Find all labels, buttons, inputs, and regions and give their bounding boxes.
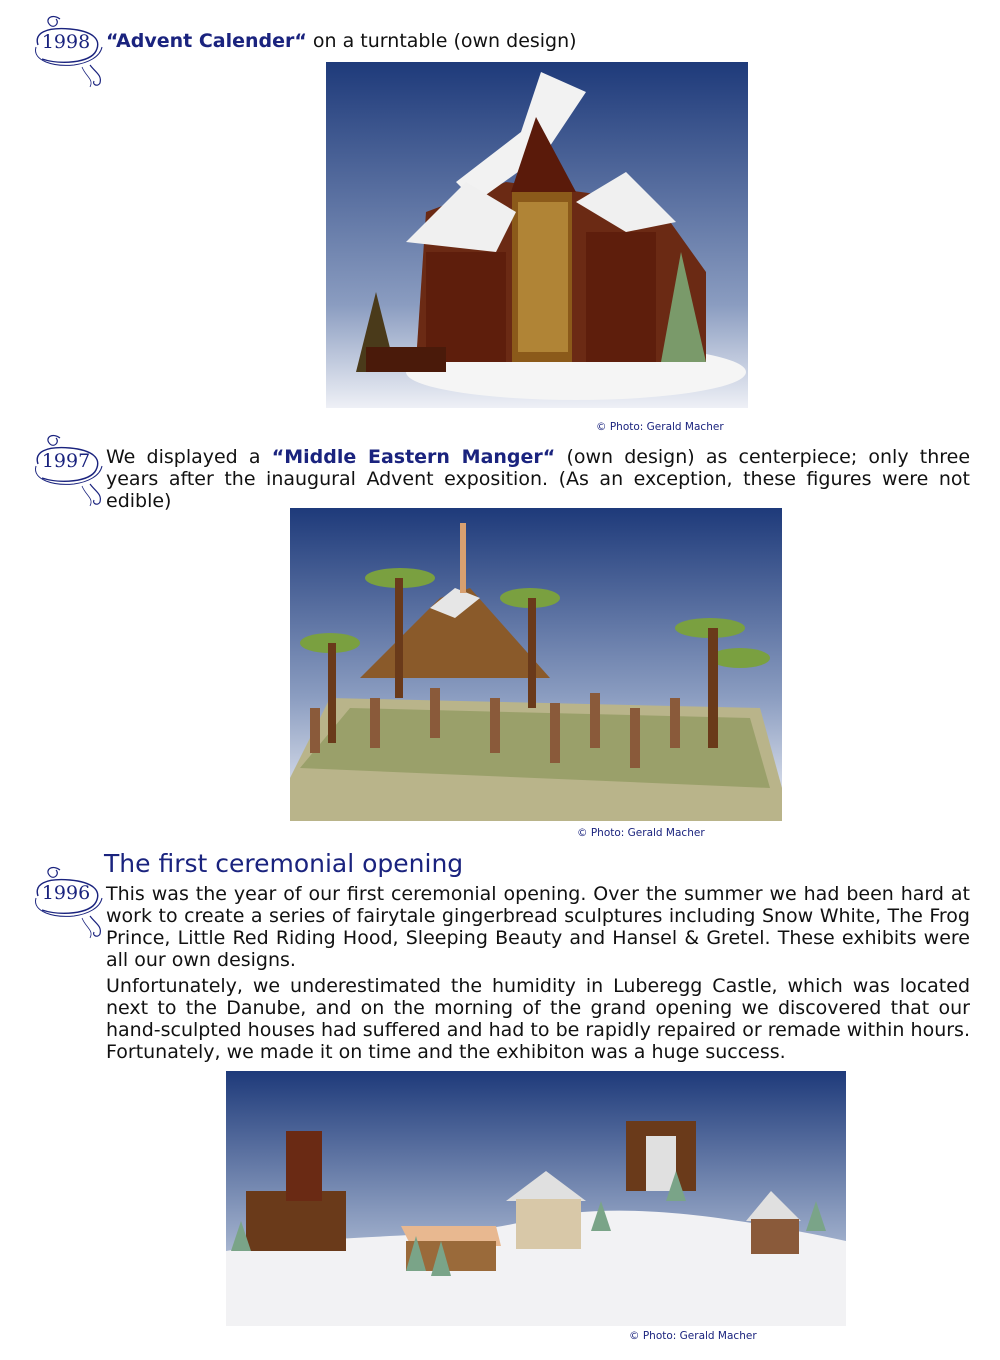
section-heading: The first ceremonial opening	[104, 849, 464, 878]
year-label: 1997	[41, 450, 91, 472]
middle-eastern-manger-photo	[290, 508, 782, 821]
entry-1996-paragraph-1: This was the year of our first ceremonial opening. Over the summer we had been hard at work to create a series of fairytale gingerbread sculptures including Snow White, The Frog Prince, Little Red Riding Hood, Sleeping Beauty and Hansel & Gretel. These exhibits were all our own designs.	[106, 883, 970, 971]
year-badge-1997	[30, 424, 104, 508]
entry-1997-text	[106, 446, 970, 512]
year-badge-1998	[30, 5, 104, 89]
entry-1998-description: on a turntable (own design)	[306, 30, 577, 52]
photo-credit-1997: © Photo: Gerald Macher	[577, 827, 705, 839]
year-label: 1998	[41, 31, 91, 53]
fairytale-gingerbread-photo	[226, 1071, 846, 1326]
photo-credit-1998: © Photo: Gerald Macher	[596, 421, 724, 433]
entry-1997-lead: We displayed a	[106, 446, 272, 468]
entry-1996-paragraph-2: Unfortunately, we underestimated the humidity in Luberegg Castle, which was located next to the Danube, and on the morning of the grand opening we discovered that our hand-sculpted houses had suffered and had to be rapidly repaired or remade within hours. Fortunately, we made it on time and the exhibiton was a huge success.	[106, 975, 970, 1063]
advent-calender-title: “Advent Calender“	[106, 30, 307, 52]
entry-1998-text	[106, 30, 966, 52]
year-label: 1996	[41, 882, 91, 904]
photo-credit-1996: © Photo: Gerald Macher	[629, 1330, 757, 1342]
year-badge-1996	[30, 856, 104, 940]
entry-1997-description: (own design) as centerpiece; only three years after the inaugural Advent exposition. (As an exception, these figures were not edible)	[106, 446, 971, 512]
middle-eastern-manger-title: “Middle Eastern Manger“	[271, 446, 556, 468]
advent-calender-photo	[326, 62, 748, 408]
